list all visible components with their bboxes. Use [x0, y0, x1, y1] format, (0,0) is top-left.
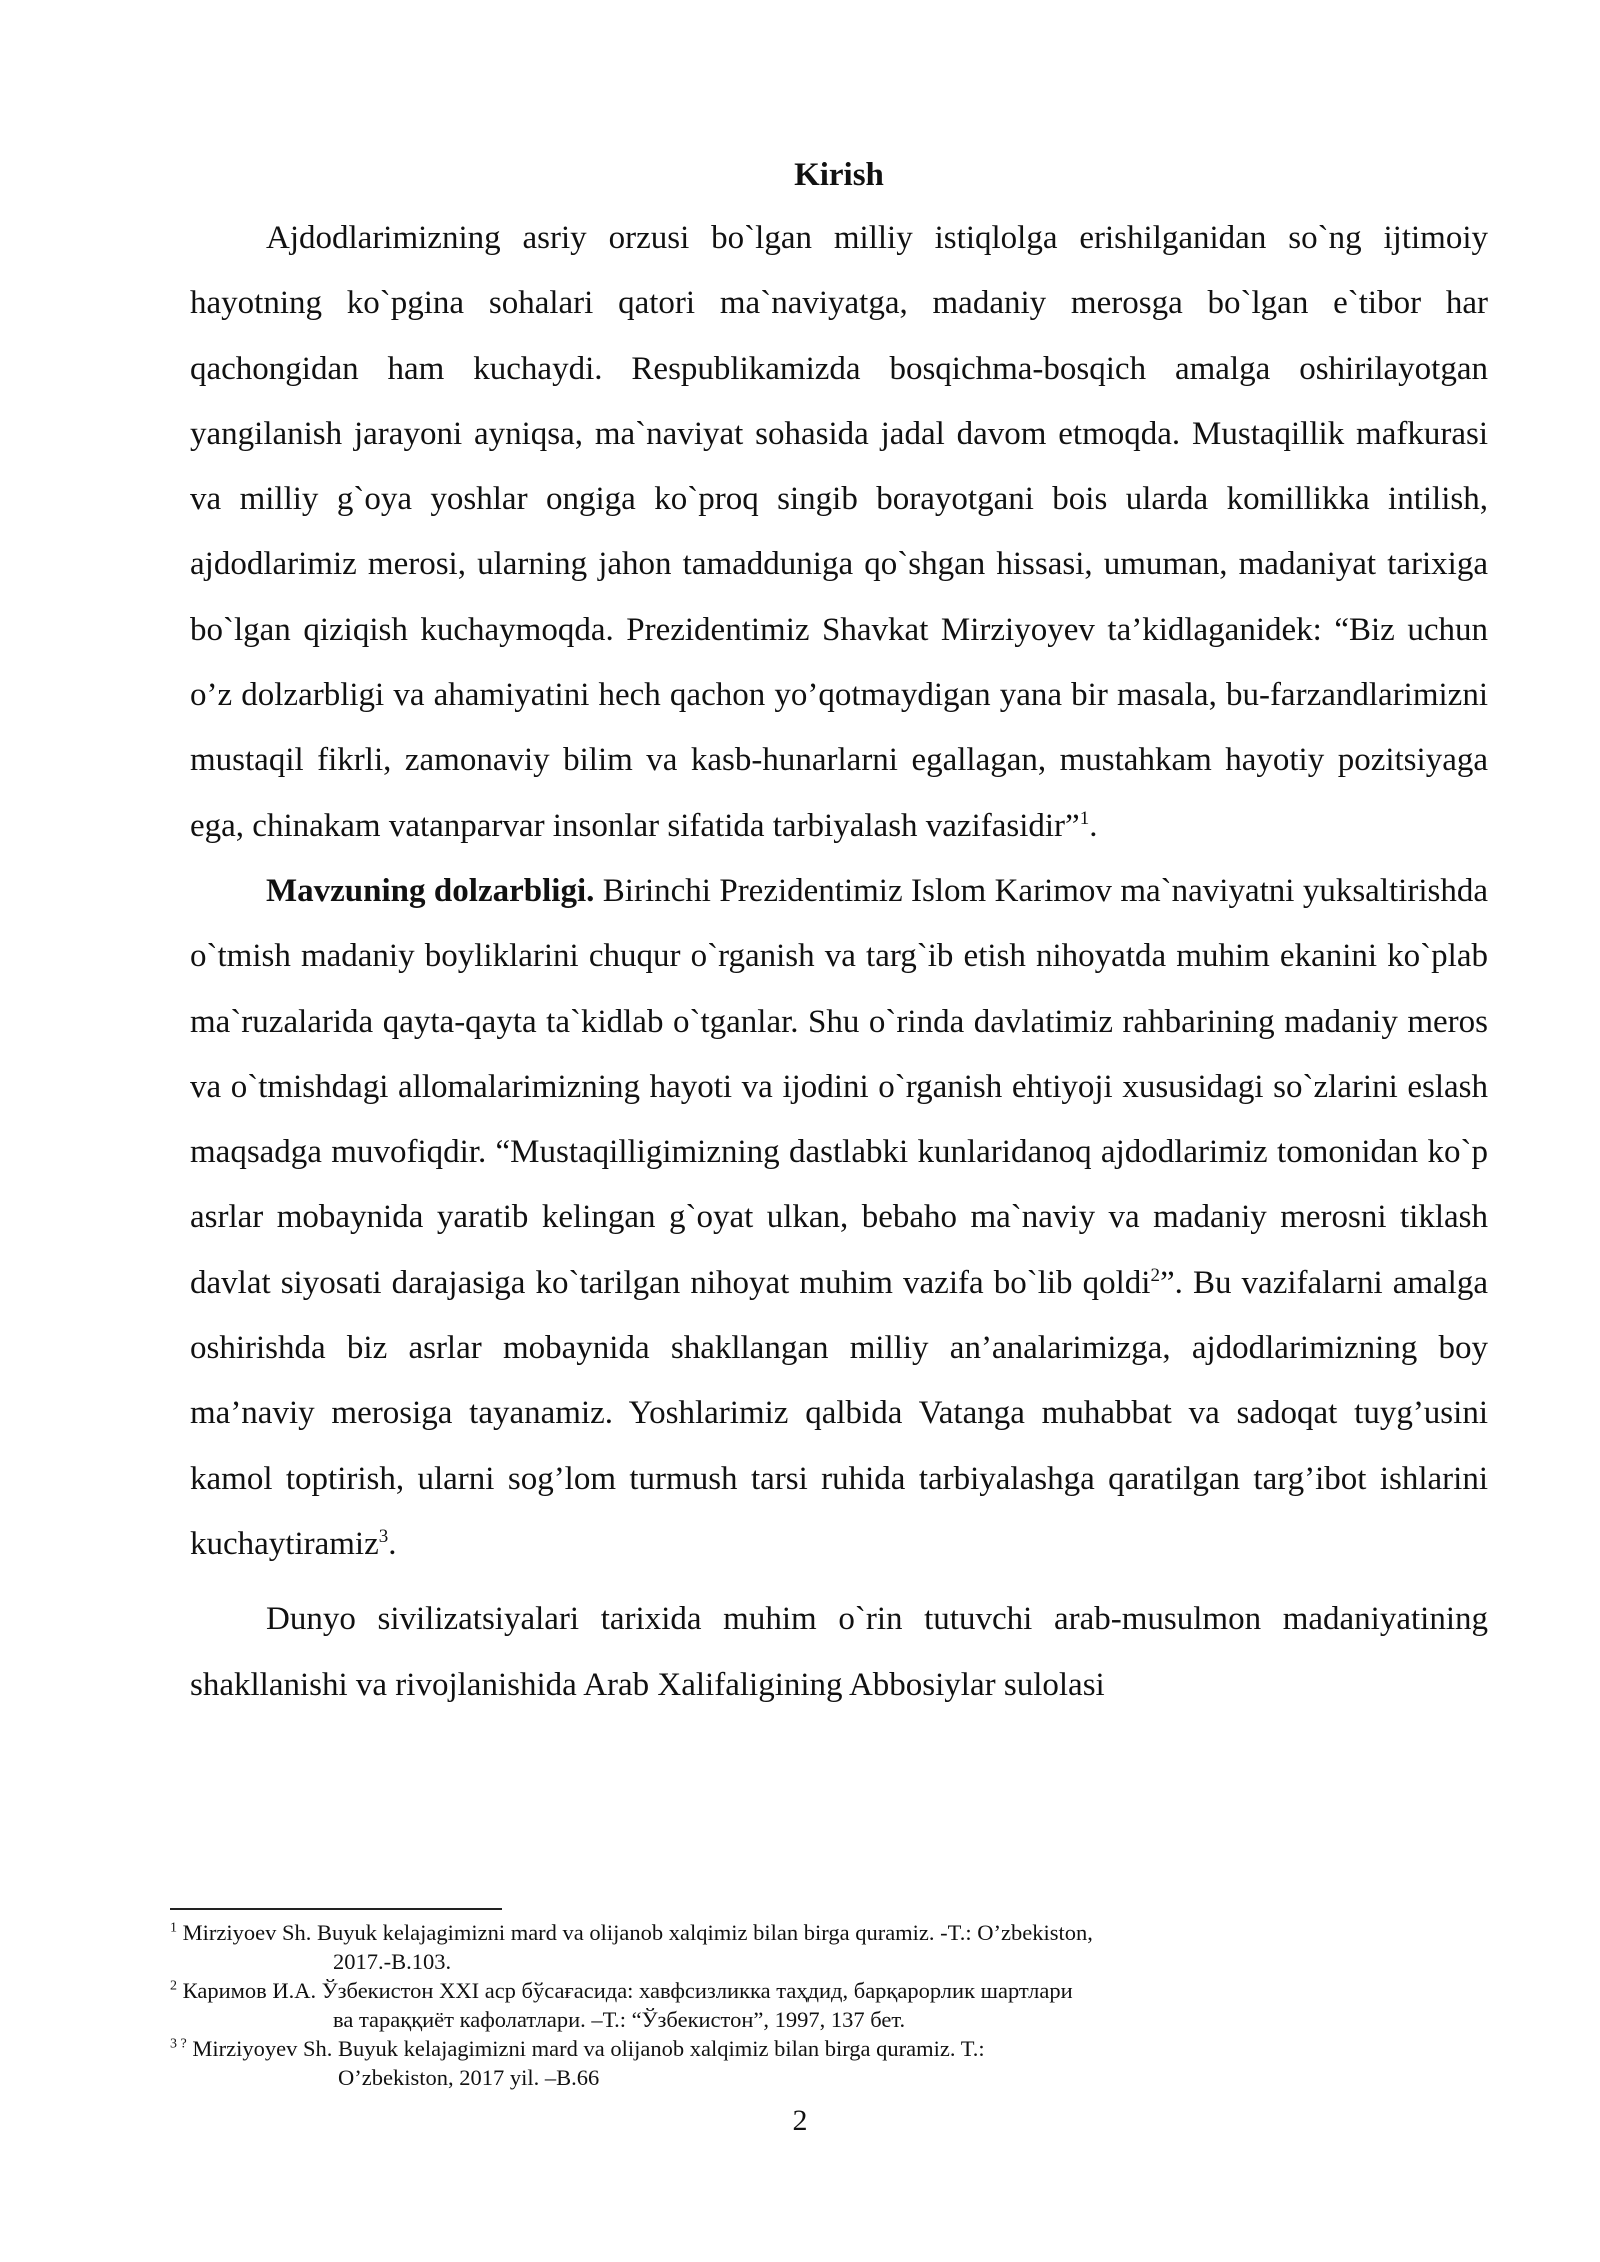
footnote-text: Mirziyoev Sh. Buyuk kelajagimizni mard va olijanob xalqimiz bilan birga quramiz. -T.: O’zbekiston,: [177, 1920, 1093, 1945]
section-lead: Mavzuning dolzarbligi.: [266, 872, 595, 909]
page-title: Kirish: [794, 157, 884, 193]
footnote-separator: [170, 1908, 502, 1910]
footnote-reference[interactable]: 3: [378, 1525, 389, 1547]
footnote-marker: 1: [170, 1920, 177, 1936]
footnote-text: Mirziyoyev Sh. Buyuk kelajagimizni mard va olijanob xalqimiz bilan birga quramiz. T.:: [186, 2036, 985, 2061]
paragraph-tail: .: [1089, 807, 1098, 844]
footnote-item: [170, 1976, 1370, 2034]
footnote-text: Каримов И.А. Ўзбекистон XXI аср бўсағасида: хавфсизликка таҳдид, барқарорлик шартлари: [177, 1978, 1073, 2003]
footnote-text-continued: O’zbekiston, 2017 yil. –B.66: [338, 2065, 600, 2090]
footnote-marker: 3 ?: [170, 2036, 187, 2052]
paragraph-tail: .: [388, 1525, 397, 1562]
footnotes: [170, 1918, 1370, 2092]
footnote-item: [170, 2034, 1370, 2092]
paragraph-text: Birinchi Prezidentimiz Islom Karimov ma`naviyatni yuksaltirishda o`tmish madaniy boyliklarini chuqur o`rganish va targ`ib etish nihoyatda muhim ekanini ko`plab ma`ruzalarida qayta-qayta ta`kidlab o`tganlar. Shu o`rinda davlatimiz rahbarining madaniy meros va o`tmishdagi allomalarimizning hayoti va ijodini o`rganish ehtiyoji xususidagi so`zlarini eslash maqsadga muvofiqdir. “Mustaqilligimizning dastlabki kunlaridanoq ajdodlarimiz tomonidan ko`p asrlar mobaynida yaratib kelingan g`oyat ulkan, bebaho ma`naviy va madaniy merosni tiklash davlat siyosati darajasiga ko`tarilgan nihoyat muhim vazifa bo`lib qoldi: [190, 872, 1488, 1301]
footnote-reference[interactable]: 1: [1079, 807, 1090, 829]
paragraph-intro: [190, 206, 1488, 859]
footnote-marker: 2: [170, 1978, 177, 1994]
paragraph-text: Dunyo sivilizatsiyalari tarixida muhim o`rin tutuvchi arab-musulmon madaniyatining shakllanishi va rivojlanishida Arab Xalifaligining Abbosiylar sulolasi: [190, 1601, 1488, 1703]
footnote-item: [170, 1918, 1370, 1976]
paragraph-text: Ajdodlarimizning asriy orzusi bo`lgan milliy istiqlolga erishilganidan so`ng ijtimoiy hayotning ko`pgina sohalari qatori ma`naviyatga, madaniy merosga bo`lgan e`tibor har qachongidan ham kuchaydi. Respublikamizda bosqichma-bosqich amalga oshirilayotgan yangilanish jarayoni ayniqsa, ma`naviyat sohasida jadal davom etmoqda. Mustaqillik mafkurasi va milliy g`oya yoshlar ongiga ko`proq singib borayotgani bois ularda komillikka intilish, ajdodlarimiz merosi, ularning jahon tamadduniga qo`shgan hissasi, umuman, madaniyat tarixiga bo`lgan qiziqish kuchaymoqda. Prezidentimiz Shavkat Mirziyoyev ta’kidlaganidek: “Biz uchun o’z dolzarbligi va ahamiyatini hech qachon yo’qotmaydigan yana bir masala, bu-farzandlarimizni mustaqil fikrli, zamonaviy bilim va kasb-hunarlarni egallagan, mustahkam hayotiy pozitsiyaga ega, chinakam vatanparvar insonlar sifatida tarbiyalash vazifasidir”: [190, 220, 1488, 844]
main-content: [190, 150, 1488, 1718]
paragraph-relevance: [190, 859, 1488, 1577]
paragraph-civilization: [190, 1587, 1488, 1718]
paragraph-text: ”. Bu vazifalarni amalga oshirishda biz asrlar mobaynida shakllangan milliy an’analarimizga, ajdodlarimizning boy ma’naviy merosiga tayanamiz. Yoshlarimiz qalbida Vatanga muhabbat va sadoqat tuyg’usini kamol toptirish, ularni sog’lom turmush tarsi ruhida tarbiyalashga qaratilgan targ’ibot ishlarini kuchaytiramiz: [190, 1264, 1488, 1562]
footnote-reference[interactable]: 2: [1150, 1264, 1160, 1286]
footnote-text-continued: 2017.-B.103.: [333, 1949, 452, 1974]
footnote-text-continued: ва тараққиёт кафолатлари. –Т.: “Ўзбекистон”, 1997, 137 бет.: [333, 2007, 906, 2032]
page-number: 2: [792, 2104, 808, 2137]
